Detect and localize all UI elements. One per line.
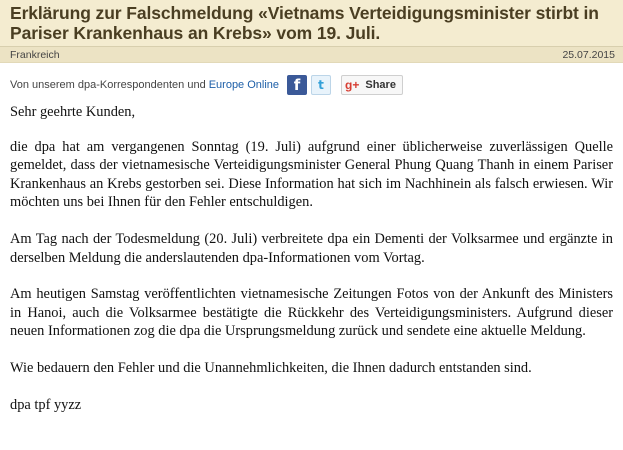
article-meta-bar [0,47,623,63]
google-plus-share-button[interactable] [341,75,403,95]
social-buttons [287,75,403,95]
byline [0,63,623,93]
paragraph: Am heutigen Samstag veröffentlichten vietnamesische Zeitungen Fotos von der Ankunft des Ministers in Hanoi, auch die Volksarmee bestätigte die Rückkehr des Verteidigungsministers. Aufgrund dieser neuen Informationen zog die dpa die Ursprungsmeldung zurück und sendete eine aktuelle Meldung. [10,286,613,340]
paragraph: Wie bedauern den Fehler und die Unannehmlichkeiten, die Ihnen dadurch entstanden sind. [10,359,532,376]
paragraph: Am Tag nach der Todesmeldung (20. Juli) verbreitete dpa ein Dementi der Volksarmee und ergänzte in derselben Meldung die anderslautenden dpa-Informationen vom Vortag. [10,230,613,266]
article-header [0,0,623,47]
facebook-icon[interactable]: f [287,75,307,95]
salutation: Sehr geehrte Kunden, [10,104,136,120]
share-label: Share [365,79,396,91]
article-title: Erklärung zur Falschmeldung «Vietnams Verteidigungsminister stirbt in Pariser Krankenhaus an Krebs» vom 19. Juli. [10,3,599,43]
paragraph: die dpa hat am vergangenen Sonntag (19. Juli) aufgrund einer üblicherweise zuverlässigen Quelle gemeldet, dass der vietnamesische Verteidigungsminister General Phung Quang Thanh in einem Pariser Krankenhaus an Krebs gestorben sei. Diese Information hat sich im Nachhinein als falsch erwiesen. Wir möchten uns bei Ihnen für den Fehler entschuldigen. [10,138,613,211]
byline-text: Von unserem dpa-Korrespondenten und [10,79,206,91]
signature-code: dpa tpf yyzz [10,396,82,413]
europe-online-link[interactable]: Europe Online [208,79,280,91]
article-body [0,93,623,414]
twitter-icon[interactable]: t [311,75,331,95]
google-plus-icon: g+ [345,78,360,92]
category-label: Frankreich [10,49,60,61]
article-date: 25.07.2015 [562,49,615,61]
